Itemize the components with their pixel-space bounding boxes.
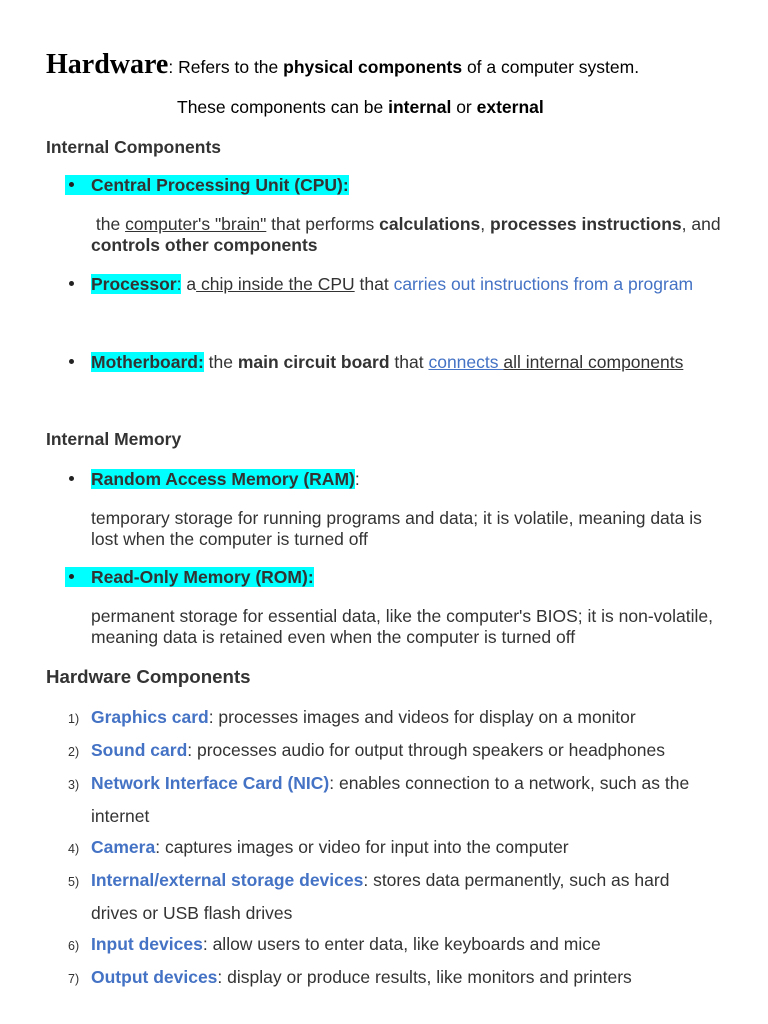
list-number: 2) xyxy=(68,744,80,759)
numbered-list xyxy=(68,702,689,996)
bullet-item-cpu xyxy=(91,175,349,196)
title-definition-lead: : Refers to the xyxy=(168,56,284,77)
bullet-dot-icon xyxy=(69,359,74,364)
list-item-desc: : processes images and videos for display on a monitor xyxy=(208,706,636,727)
subtitle-internal: internal xyxy=(388,96,452,117)
definition-emphasis: controls other components xyxy=(91,234,318,255)
bullet-marker-ram xyxy=(65,469,91,489)
list-item-output-devices xyxy=(68,962,689,995)
definition-emphasis: calculations xyxy=(379,213,481,234)
subtitle-external: external xyxy=(476,96,544,117)
definition-text: that performs xyxy=(266,213,380,234)
definition-cpu xyxy=(91,214,721,256)
list-item-graphics-card xyxy=(68,702,689,735)
bullet-item-motherboard xyxy=(91,352,683,373)
title-term: Hardware xyxy=(46,48,169,80)
list-number: 3) xyxy=(68,777,80,792)
bullet-dot-icon xyxy=(69,182,74,187)
definition-line: lost when the computer is turned off xyxy=(91,528,368,549)
list-number: 7) xyxy=(68,972,80,987)
subtitle xyxy=(177,97,544,118)
list-item-storage-devices xyxy=(68,865,689,929)
list-number: 4) xyxy=(68,841,80,856)
link-computers-brain[interactable]: computer's "brain" xyxy=(125,213,267,234)
definition-rom xyxy=(91,606,713,648)
bullet-item-rom xyxy=(91,567,314,588)
list-item-label: Input devices xyxy=(91,934,203,955)
definition-emphasis: main circuit board xyxy=(237,351,390,372)
term-colon: : xyxy=(176,273,182,294)
definition-text: the xyxy=(91,213,126,234)
list-item-label: Network Interface Card (NIC) xyxy=(91,772,330,793)
definition-text: a xyxy=(181,273,197,294)
term-label-motherboard: Motherboard: xyxy=(91,351,204,372)
term-label-rom: Read-Only Memory (ROM): xyxy=(91,566,314,587)
list-item-camera xyxy=(68,832,689,865)
list-item-desc: : enables connection to a network, such as the xyxy=(329,772,690,793)
definition-text: that xyxy=(354,273,394,294)
link-all-internal-components[interactable]: all internal components xyxy=(503,351,684,372)
section-heading-internal-components: Internal Components xyxy=(46,137,222,157)
list-item-label: Camera xyxy=(91,836,156,857)
list-item-label: Output devices xyxy=(91,967,218,988)
link-connects[interactable]: connects xyxy=(428,351,504,372)
title-definition-rest: of a computer system. xyxy=(462,56,640,77)
definition-line: permanent storage for essential data, like the computer's BIOS; it is non-volatile, xyxy=(91,605,713,626)
definition-ram xyxy=(91,508,702,550)
list-item-desc: : allow users to enter data, like keyboards and mice xyxy=(202,934,601,955)
bullet-dot-icon xyxy=(69,574,74,579)
list-item-desc: : processes audio for output through speakers or headphones xyxy=(187,739,665,760)
definition-text: , and xyxy=(681,213,721,234)
bullet-dot-icon xyxy=(69,476,74,481)
term-label-ram: Random Access Memory (RAM) xyxy=(91,468,355,489)
bullet-item-processor xyxy=(91,274,693,295)
section-heading-internal-memory: Internal Memory xyxy=(46,429,182,449)
definition-line: temporary storage for running programs and data; it is volatile, meaning data is xyxy=(91,507,702,528)
definition-text: the xyxy=(203,351,238,372)
definition-text: that xyxy=(389,351,429,372)
link-chip-inside-cpu[interactable]: chip inside the CPU xyxy=(196,273,355,294)
bullet-item-ram xyxy=(91,469,360,490)
list-item-nic xyxy=(68,768,689,832)
list-item-desc-continued: internet xyxy=(91,805,150,826)
definition-line: meaning data is retained even when the computer is turned off xyxy=(91,626,576,647)
term-label-processor: Processor xyxy=(91,273,177,294)
list-item-desc-continued: drives or USB flash drives xyxy=(91,903,293,924)
definition-emphasis: processes instructions xyxy=(490,213,682,234)
list-item-desc: : stores data permanently, such as hard xyxy=(363,869,670,890)
subtitle-or: or xyxy=(451,96,477,117)
list-item-label: Internal/external storage devices xyxy=(91,869,364,890)
bullet-marker-cpu xyxy=(65,175,91,195)
list-number: 1) xyxy=(68,711,80,726)
bullet-marker-rom xyxy=(65,567,91,587)
bullet-marker-processor xyxy=(65,274,91,294)
bullet-dot-icon xyxy=(69,281,74,286)
list-item-label: Graphics card xyxy=(91,706,209,727)
list-item-input-devices xyxy=(68,929,689,962)
section-heading-hardware-components: Hardware Components xyxy=(46,666,251,687)
bullet-marker-motherboard xyxy=(65,352,91,372)
list-number: 5) xyxy=(68,874,80,889)
list-item-desc: : display or produce results, like monitors and printers xyxy=(217,967,632,988)
list-item-sound-card xyxy=(68,735,689,768)
page-title xyxy=(46,47,639,85)
term-label-cpu: Central Processing Unit (CPU): xyxy=(91,174,349,195)
list-item-desc: : captures images or video for input into the computer xyxy=(155,836,569,857)
title-definition-emphasis: physical components xyxy=(283,56,463,77)
subtitle-lead: These components can be xyxy=(177,96,389,117)
definition-blue-text: carries out instructions from a program xyxy=(393,273,694,294)
definition-text: , xyxy=(480,213,491,234)
list-item-label: Sound card xyxy=(91,739,188,760)
list-number: 6) xyxy=(68,939,80,954)
term-colon: : xyxy=(354,468,360,489)
